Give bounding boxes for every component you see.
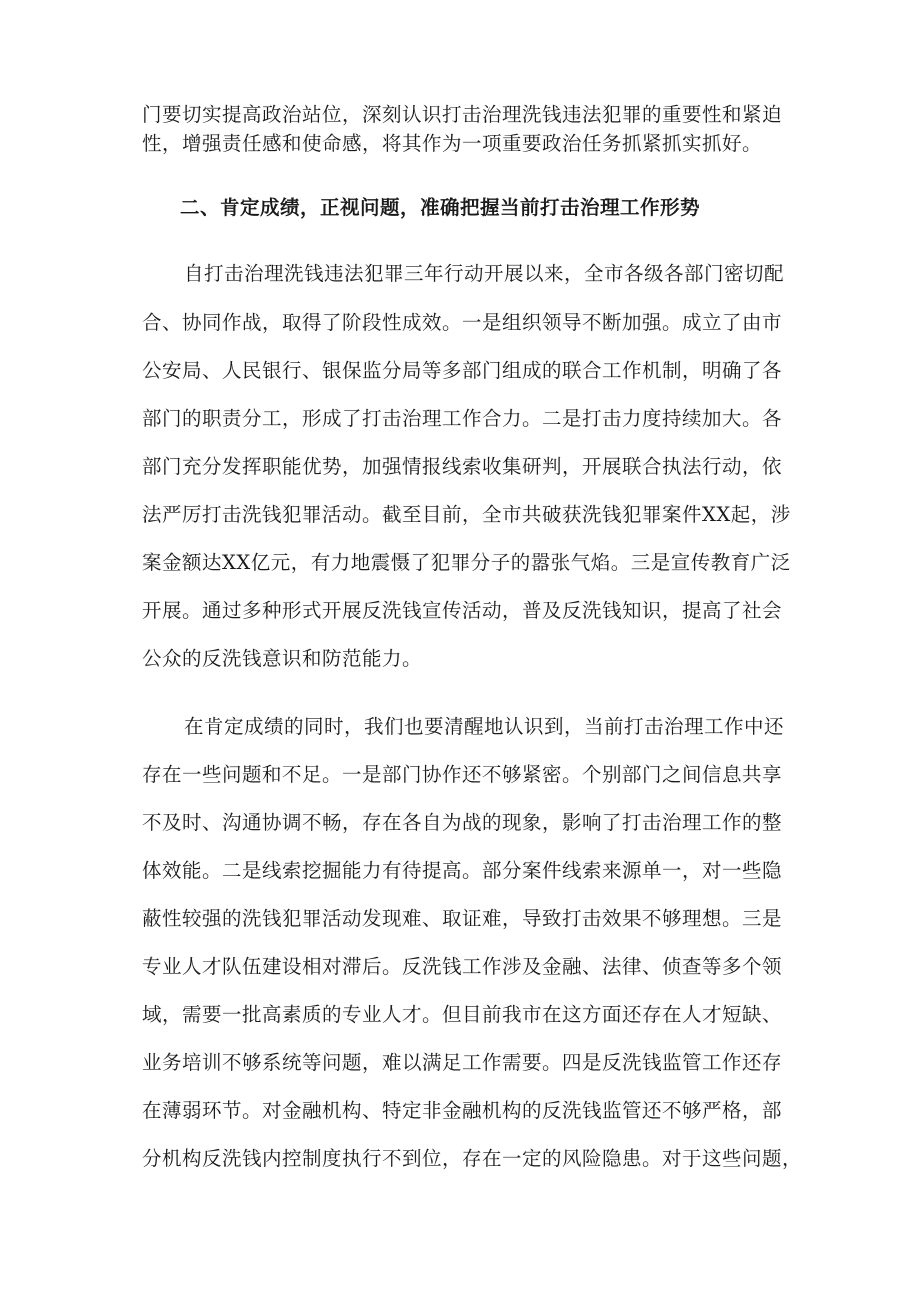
paragraph-line: 开展。通过多种形式开展反洗钱宣传活动，普及反洗钱知识，提高了社会: [142, 599, 783, 622]
paragraph-line: 门要切实提高政治站位，深刻认识打击治理洗钱违法犯罪的重要性和紧迫: [142, 103, 783, 126]
paragraph-line: 自打击治理洗钱违法犯罪三年行动开展以来，全市各级各部门密切配: [184, 262, 785, 285]
paragraph-line: 域，需要一批高素质的专业人才。但目前我市在这方面还存在人才短缺、: [142, 1003, 783, 1026]
paragraph-line: 公安局、人民银行、银保监分局等多部门组成的联合工作机制，明确了各: [142, 359, 783, 382]
paragraph-line: 在薄弱环节。对金融机构、特定非金融机构的反洗钱监管还不够严格，部: [142, 1099, 783, 1122]
paragraph-line: 分机构反洗钱内控制度执行不到位，存在一定的风险隐患。对于这些问题，: [142, 1147, 803, 1170]
paragraph-line: 蔽性较强的洗钱犯罪活动发现难、取证难，导致打击效果不够理想。三是: [142, 907, 783, 930]
paragraph-line: 法严厉打击洗钱犯罪活动。截至目前，全市共破获洗钱犯罪案件XX起，涉: [142, 503, 791, 526]
paragraph-line: 部门的职责分工，形成了打击治理工作合力。二是打击力度持续加大。各: [142, 407, 783, 430]
paragraph-line: 合、协同作战，取得了阶段性成效。一是组织领导不断加强。成立了由市: [142, 311, 783, 334]
paragraph-line: 部门充分发挥职能优势，加强情报线索收集研判，开展联合执法行动，依: [142, 455, 783, 478]
paragraph-line: 在肯定成绩的同时，我们也要清醒地认识到，当前打击治理工作中还: [184, 715, 785, 738]
paragraph-line: 业务培训不够系统等问题，难以满足工作需要。四是反洗钱监管工作还存: [142, 1051, 783, 1074]
paragraph-line: 不及时、沟通协调不畅，存在各自为战的现象，影响了打击治理工作的整: [142, 811, 783, 834]
paragraph-line: 存在一些问题和不足。一是部门协作还不够紧密。个别部门之间信息共享: [142, 763, 783, 786]
paragraph-line: 案金额达XX亿元，有力地震慑了犯罪分子的嚣张气焰。三是宣传教育广泛: [142, 551, 791, 574]
paragraph-line: 公众的反洗钱意识和防范能力。: [142, 647, 423, 670]
paragraph-line: 性，增强责任感和使命感，将其作为一项重要政治任务抓紧抓实抓好。: [142, 132, 763, 155]
section-heading: 二、肯定成绩，正视问题，准确把握当前打击治理工作形势: [180, 196, 701, 219]
paragraph-line: 体效能。二是线索挖掘能力有待提高。部分案件线索来源单一，对一些隐: [142, 859, 783, 882]
paragraph-line: 专业人才队伍建设相对滞后。反洗钱工作涉及金融、法律、侦查等多个领: [142, 955, 783, 978]
